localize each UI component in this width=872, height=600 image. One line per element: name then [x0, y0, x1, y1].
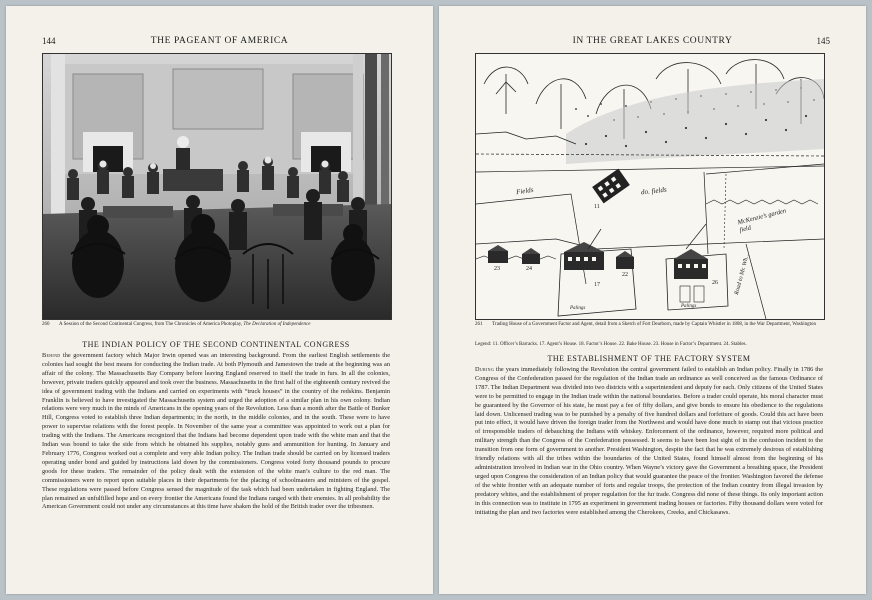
right-running-head: IN THE GREAT LAKES COUNTRY	[572, 36, 733, 46]
left-body-paragraph: the government factory which Major Irwin opened was an interesting background. From the earliest English settlements the colonies had sought the best means for conducting the Indian trade. At both Plymouth and Jamestown the trade at the beginning was an affair of the colony. The Massachusetts Bay Company before leaving England reserved to itself the trade in furs. In all the colonies, however, private traders quickly appeared and took over the business. Massachusetts in the first half of the eighteenth century revived the idea of government trading with the Indians and carried on experiments with “truck houses” in the country of the redskins. Benjamin Franklin is believed to have investigated the Massachusetts system and urged the adoption of a similar plan in his own colony. Indian relations were very much in the minds of Americans in the opening years of the Revolution. Less than a month after the Battle of Bunker Hill, Congress voted to establish three Indian departments; in the north, in the middle colonies, and in the south. These were to have power to supervise relations with the forest people. In November of the same year a committee was appointed to work out a plan for trading with the Indians. The Americans recognized that the Indians had become dependent upon trade with the white man and that the Indian was bound to take the side from which he obtained his supplies, notably guns and ammunition for hunting. In January and February 1776, Congress worked out a complete and very able Indian policy. The Indian trade should be carried on by licensed traders operating under bond and guided by instructions laid down by the commissioners. Congress voted forty thousand pounds to procure goods for these traders. The remainder of the policy dealt with the extension of the white man’s culture to the red man. The commissioners were to report upon suitable places in their departments for the placing of schoolmasters and ministers of the gospel. These regulations were passed before Congress sensed the magnitude of the task which had been undertaken in fighting England. The plan remained an unfulfilled hope and on every frontier the Americans found the Indians ranged with their enemies. In all probability the American Government could not under any circumstances at this time have shaken the hold of the British trader over the tribesmen.	[42, 352, 390, 511]
right-body-text	[475, 366, 823, 517]
left-caption-title: The Declaration of Independence	[243, 322, 311, 327]
right-section-title: THE ESTABLISHMENT OF THE FACTORY SYSTEM	[547, 354, 751, 363]
left-section-title: THE INDIAN POLICY OF THE SECOND CONTINENTAL CONGRESS	[82, 340, 350, 349]
right-body-lead: During	[475, 366, 495, 373]
left-caption-text: A Session of the Second Continental Congress, from The Chronicles of America Photoplay,	[58, 322, 243, 327]
label-road: Road to Mr. Wh…	[734, 252, 752, 296]
left-page-number: 144	[42, 36, 56, 46]
right-page-number: 145	[816, 36, 830, 46]
label-mckenzie-field: McKenzie’s garden field	[736, 207, 787, 235]
label-fields-center: do. fields	[640, 185, 668, 197]
label-17: 17	[594, 282, 600, 288]
fort-dearborn-sketch	[475, 53, 825, 320]
label-26: 26	[712, 280, 718, 286]
label-palings-right: Palings	[681, 304, 697, 309]
label-palings-left: Palings	[570, 306, 586, 311]
right-caption-text: Trading House of a Government Factor and Agent, detail from a Sketch of Fort Dearborn, made by Captain Whistler in 1808, in the War Department, Washington	[492, 322, 816, 327]
left-figure-caption	[42, 322, 390, 328]
left-page	[6, 6, 433, 594]
label-fields-left: Fields	[515, 185, 534, 197]
right-figure-legend: Legend: 11. Officer’s Barracks. 17. Agent’s House. 18. Factor’s House. 22. Bake House. 23. House in Factor’s Department. 24. Stables.	[475, 342, 747, 347]
left-page-header	[42, 36, 397, 50]
label-22: 22	[622, 272, 628, 278]
right-body-paragraph: the years immediately following the Revolution the central government failed to establish an Indian policy. Finally in 1786 the Congress of the Confederation passed for the regulation of the Indian trade an ordinance as well conceived as the famous Ordinance of 1787. The Indian Department was divided into two districts with a superintendent and deputy for each. Only citizens of the United States were to be permitted to engage in the Indian trade within the national boundaries. Before a trader could operate, his moral character must be guaranteed by the Governor of his state, he must pay a fee of fifty dollars, and give bonds to ensure his obedience to the regulations laid down. Unlicensed trading was to be punished by a penalty of five hundred dollars and forfeiture of goods. Could this act have been put into effect, it would have driven the foreign trader from the Northwest and would have done much to stamp out that vicious practice of irresponsible traders of debauching the Indians with whiskey. Enforcement of the ordinance, however, required more political and military strength than the Congress of the Confederation possessed. It seems to have been lost sight of in the confusion incident to the transition from one form of government to another. President Washington, despite the fact that he was extremely desirous of establishing friendly relations with all the tribes within the boundaries of the United States, found himself almost from the beginning of his administration involved in Indian war in the Ohio country. When Wayne’s victory gave the Government a breathing space, the President urged upon Congress the consideration of an Indian policy that would guarantee the peace of the frontier. Washington favored the defense of the white frontier with an adequate number of forts and regular troops, the protection of the Indian country from illegal invasion by predatory whites, and the establishment of proper regulation for the fur trade. Congress did none of these things. Its only important action in this connection was to institute in 1795 an experiment in government trading houses or factories. Fifty thousand dollars were voted for initiating the plan and two factories were established among the Cherokees, Creeks, and Chickasaws.	[475, 366, 823, 516]
right-figure-number: 261	[475, 322, 483, 327]
right-page	[439, 6, 866, 594]
right-page-header	[475, 36, 830, 50]
label-24: 24	[526, 266, 532, 272]
right-figure-caption	[475, 322, 823, 328]
left-running-head: THE PAGEANT OF AMERICA	[150, 36, 289, 46]
label-23: 23	[494, 266, 500, 272]
left-body-text	[42, 352, 390, 512]
left-body-lead: Behind	[42, 352, 61, 359]
left-figure-number: 260	[42, 322, 50, 327]
congress-photograph	[42, 53, 392, 320]
label-11: 11	[594, 204, 600, 210]
